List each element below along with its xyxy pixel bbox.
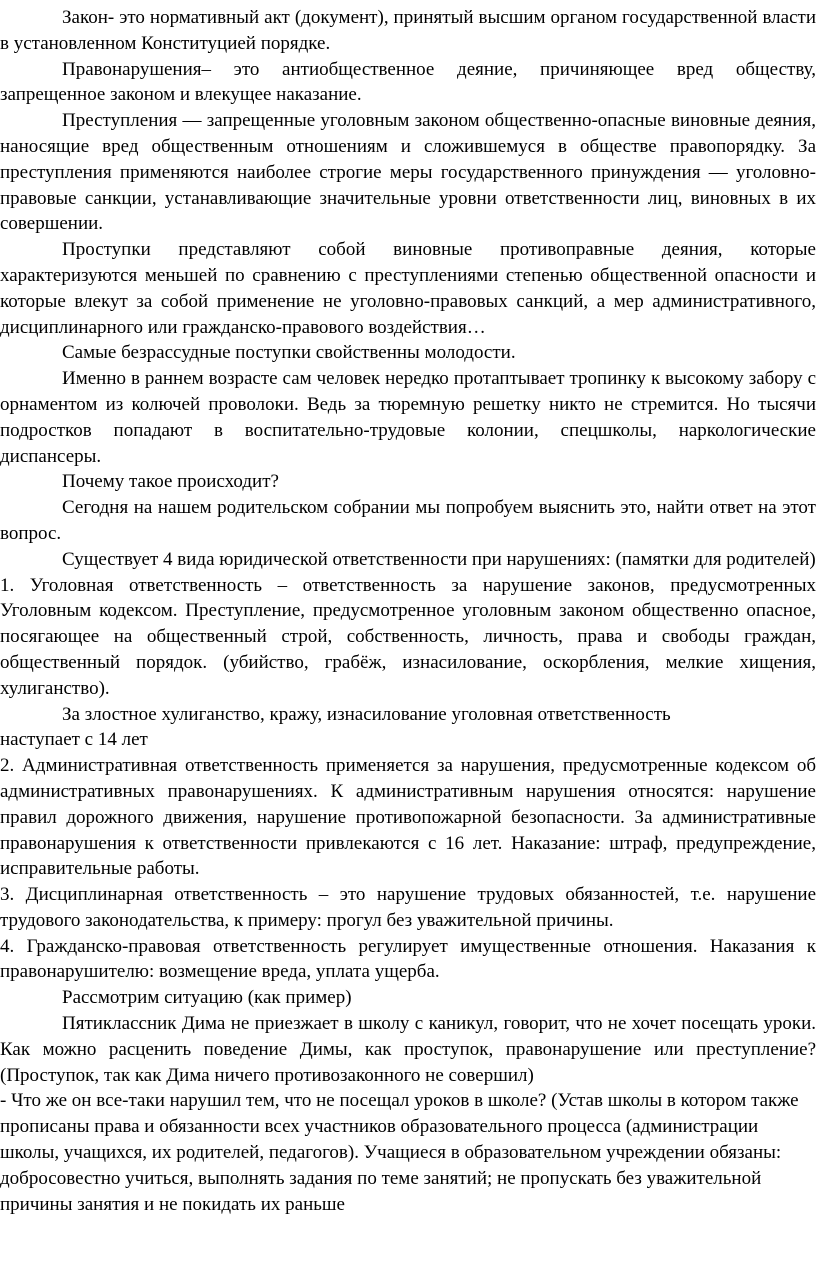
paragraph-question: Почему такое происходит? (62, 471, 279, 493)
paragraph-criminal-age-value: наступает с 14 лет (0, 729, 148, 751)
list-item-criminal-liability: 1. Уголовная ответственность – ответственность за нарушение законов, предусмотренных Уголовным кодексом. Преступление, предусмотренное уголовным законом общественно опасное, посягающее на общественный строй, собственность, личность, права и свободы граждан, общественный порядок. (убийство, грабёж, изнасилование, оскорбления, мелкие хищения, хулиганство). (0, 574, 816, 699)
paragraph-youth: Самые безрассудные поступки свойственны молодости. (62, 342, 516, 364)
paragraph-dima-case: Пятиклассник Дима не приезжает в школу с каникул, говорит, что не хочет посещать уроки. Как можно расценить поведение Димы, как проступок, правонарушение или преступление? (Проступок, так как Дима ничего противозаконного не совершил) (0, 1013, 816, 1086)
paragraph-early-age: Именно в раннем возрасте сам человек нередко протаптывает тропинку к высокому забору с орнаментом из колючей проволоки. Ведь за тюремную решетку никто не стремится. Но тысячи подростков попадают в воспитательно-трудовые колонии, спецшколы, наркологические диспансеры. (0, 368, 816, 467)
list-item-disciplinary-liability: 3. Дисциплинарная ответственность – это нарушение трудовых обязанностей, т.е. нарушение трудового законодательства, к примеру: прогул без уважительной причины. (0, 884, 816, 931)
paragraph-crimes-definition: Преступления — запрещенные уголовным законом общественно-опасные виновные деяния, наносящие вред общественным отношениям и сложившемуся в обществе правопорядку. За преступления применяются наиболее строгие меры государственного принуждения — уголовно-правовые санкции, устанавливающие значительные уровни ответственности лиц, виновных в их совершении. (0, 110, 816, 235)
paragraph-four-types: Существует 4 вида юридической ответственности при нарушениях: (памятки для родителей) (62, 548, 816, 570)
list-item-civil-liability: 4. Гражданско-правовая ответственность регулирует имущественные отношения. Наказания к правонарушителю: возмещение вреда, уплата ущерба. (0, 935, 816, 983)
paragraph-misconduct-definition: Проступки представляют собой виновные противоправные деяния, которые характеризуются меньшей по сравнению с преступлениями степенью общественной опасности и которые влекут за собой применение не уголовно-правовых санкций, а мер административного, дисциплинарного или гражданско-правового воздействия… (0, 239, 816, 338)
paragraph-law-definition: Закон- это нормативный акт (документ), принятый высшим органом государственной власти в установленном Конституцией порядке. (0, 7, 816, 54)
paragraph-consider-situation: Рассмотрим ситуацию (как пример) (62, 987, 352, 1009)
paragraph-criminal-age: За злостное хулиганство, кражу, изнасилование уголовная ответственность (62, 703, 671, 725)
paragraph-meeting: Сегодня на нашем родительском собрании мы попробуем выяснить это, найти ответ на этот вопрос. (0, 497, 816, 544)
paragraph-school-charter: - Что же он все-таки нарушил тем, что не посещал уроков в школе? (Устав школы в котором также прописаны права и обязанности всех участников образовательного процесса (администрации школы, учащихся, их родителей, педагогов). Учащиеся в образовательном учреждении обязаны: добросовестно учиться, выполнять задания по теме занятий; не пропускать без уважительной причины занятия и не покидать их раньше (0, 1090, 799, 1215)
paragraph-offense-definition: Правонарушения– это антиобщественное деяние, причиняющее вред обществу, запрещенное законом и влекущее наказание. (0, 58, 816, 106)
list-item-administrative-liability: 2. Административная ответственность применяется за нарушения, предусмотренные кодексом об административных правонарушениях. К административным нарушения относятся: нарушение правил дорожного движения, нарушение противопожарной безопасности. За административные правонарушения к ответственности привлекаются с 16 лет. Наказание: штраф, предупреждение, исправительные работы. (0, 755, 816, 880)
